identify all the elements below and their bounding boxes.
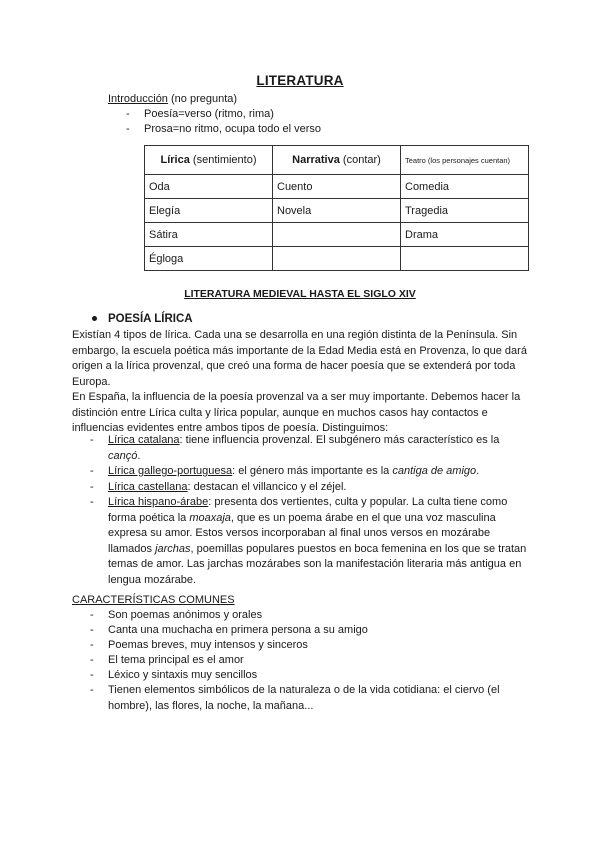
table-header-cell: Narrativa (contar): [273, 146, 401, 175]
list-dash: -: [90, 639, 94, 651]
caracteristica-item: Tienen elementos simbólicos de la naturaleza o de la vida cotidiana: el ciervo (el hombre), las flores, la noche, la mañana...: [108, 684, 500, 712]
list-dash: -: [90, 481, 94, 493]
list-item-catalana: Lírica catalana: tiene influencia provenzal. El subgénero más característico es la cançó.: [108, 434, 500, 462]
list-item-castellana: Lírica castellana: destacan el villancico y el zéjel.: [108, 481, 347, 493]
table-cell: Cuento: [273, 175, 401, 199]
table-row: [145, 199, 529, 223]
list-dash: -: [90, 465, 94, 477]
table-cell: Comedia: [401, 175, 529, 199]
table-cell: Elegía: [145, 199, 273, 223]
table-cell: Novela: [273, 199, 401, 223]
bullet-icon: [92, 316, 97, 321]
list-item-hispano-arabe: Lírica hispano-árabe: presenta dos vertientes, culta y popular. La culta tiene como forma poética la moaxaja, que es un poema árabe en el que una voz masculina expresa su amor. Estos versos incorporaban al final unos versos en mozárabe llamados jarchas, poemillas populares puestos en boca femenina en los que se tratan temas de amor. Las jarchas mozárabes son la manifestación literaria más antigua en lengua mozárabe.: [108, 496, 527, 586]
list-dash: -: [90, 609, 94, 621]
table-cell: Tragedia: [401, 199, 529, 223]
list-item-gallego: Lírica gallego-portuguesa: el género más importante es la cantiga de amigo.: [108, 465, 480, 477]
list-dash: -: [90, 434, 94, 446]
page-title: LITERATURA: [256, 73, 344, 88]
intro-item: Prosa=no ritmo, ocupa todo el verso: [144, 123, 322, 135]
list-dash: -: [90, 684, 94, 696]
caracteristica-item: Son poemas anónimos y orales: [108, 609, 263, 621]
intro-heading-line: [108, 92, 237, 106]
caracteristica-item: Léxico y sintaxis muy sencillos: [108, 669, 258, 681]
table-header-cell: Lírica (sentimiento): [145, 146, 273, 175]
poesia-heading: POESÍA LÍRICA: [108, 313, 193, 325]
table-cell: [273, 247, 401, 271]
list-dash: -: [90, 624, 94, 636]
poesia-paragraph-2: En España, la influencia de la poesía provenzal va a ser muy importante. Debemos hacer la distinción entre Lírica culta y lírica popular, aunque en muchos casos hay contactos e influencias evidentes entre ambos tipos de poesía. Distinguimos:: [72, 391, 521, 434]
list-dash: -: [90, 669, 94, 681]
intro-item-dash: -: [126, 108, 130, 120]
intro-item-dash: -: [126, 123, 130, 135]
list-dash: -: [90, 496, 94, 508]
caracteristica-item: El tema principal es el amor: [108, 654, 244, 666]
list-dash: -: [90, 654, 94, 666]
section-title: LITERATURA MEDIEVAL HASTA EL SIGLO XIV: [184, 288, 416, 300]
table-cell: [401, 247, 529, 271]
table-cell: [273, 223, 401, 247]
table-cell: Égloga: [145, 247, 273, 271]
table-header-cell: Teatro (los personajes cuentan): [401, 146, 529, 175]
intro-note: (no pregunta): [167, 93, 238, 105]
caracteristica-item: Poemas breves, muy intensos y sinceros: [108, 639, 308, 651]
table-row: [145, 247, 529, 271]
caracteristicas-heading: CARACTERÍSTICAS COMUNES: [72, 594, 235, 606]
genres-table: [144, 145, 529, 271]
table-row: [145, 223, 529, 247]
intro-heading: Introducción: [108, 93, 168, 105]
table-cell: Oda: [145, 175, 273, 199]
table-cell: Sátira: [145, 223, 273, 247]
caracteristica-item: Canta una muchacha en primera persona a su amigo: [108, 624, 368, 636]
intro-item: Poesía=verso (ritmo, rima): [144, 108, 274, 120]
poesia-paragraph-1: Existían 4 tipos de lírica. Cada una se desarrolla en una región distinta de la Península. Sin embargo, la escuela poética más importante de la Edad Media está en Provenza, lo que dará origen a la lírica provenzal, que creó una forma de hacer poesía que se extenderá por toda Europa.: [72, 329, 527, 388]
table-cell: Drama: [401, 223, 529, 247]
table-row: [145, 175, 529, 199]
table-header-row: [145, 146, 529, 175]
